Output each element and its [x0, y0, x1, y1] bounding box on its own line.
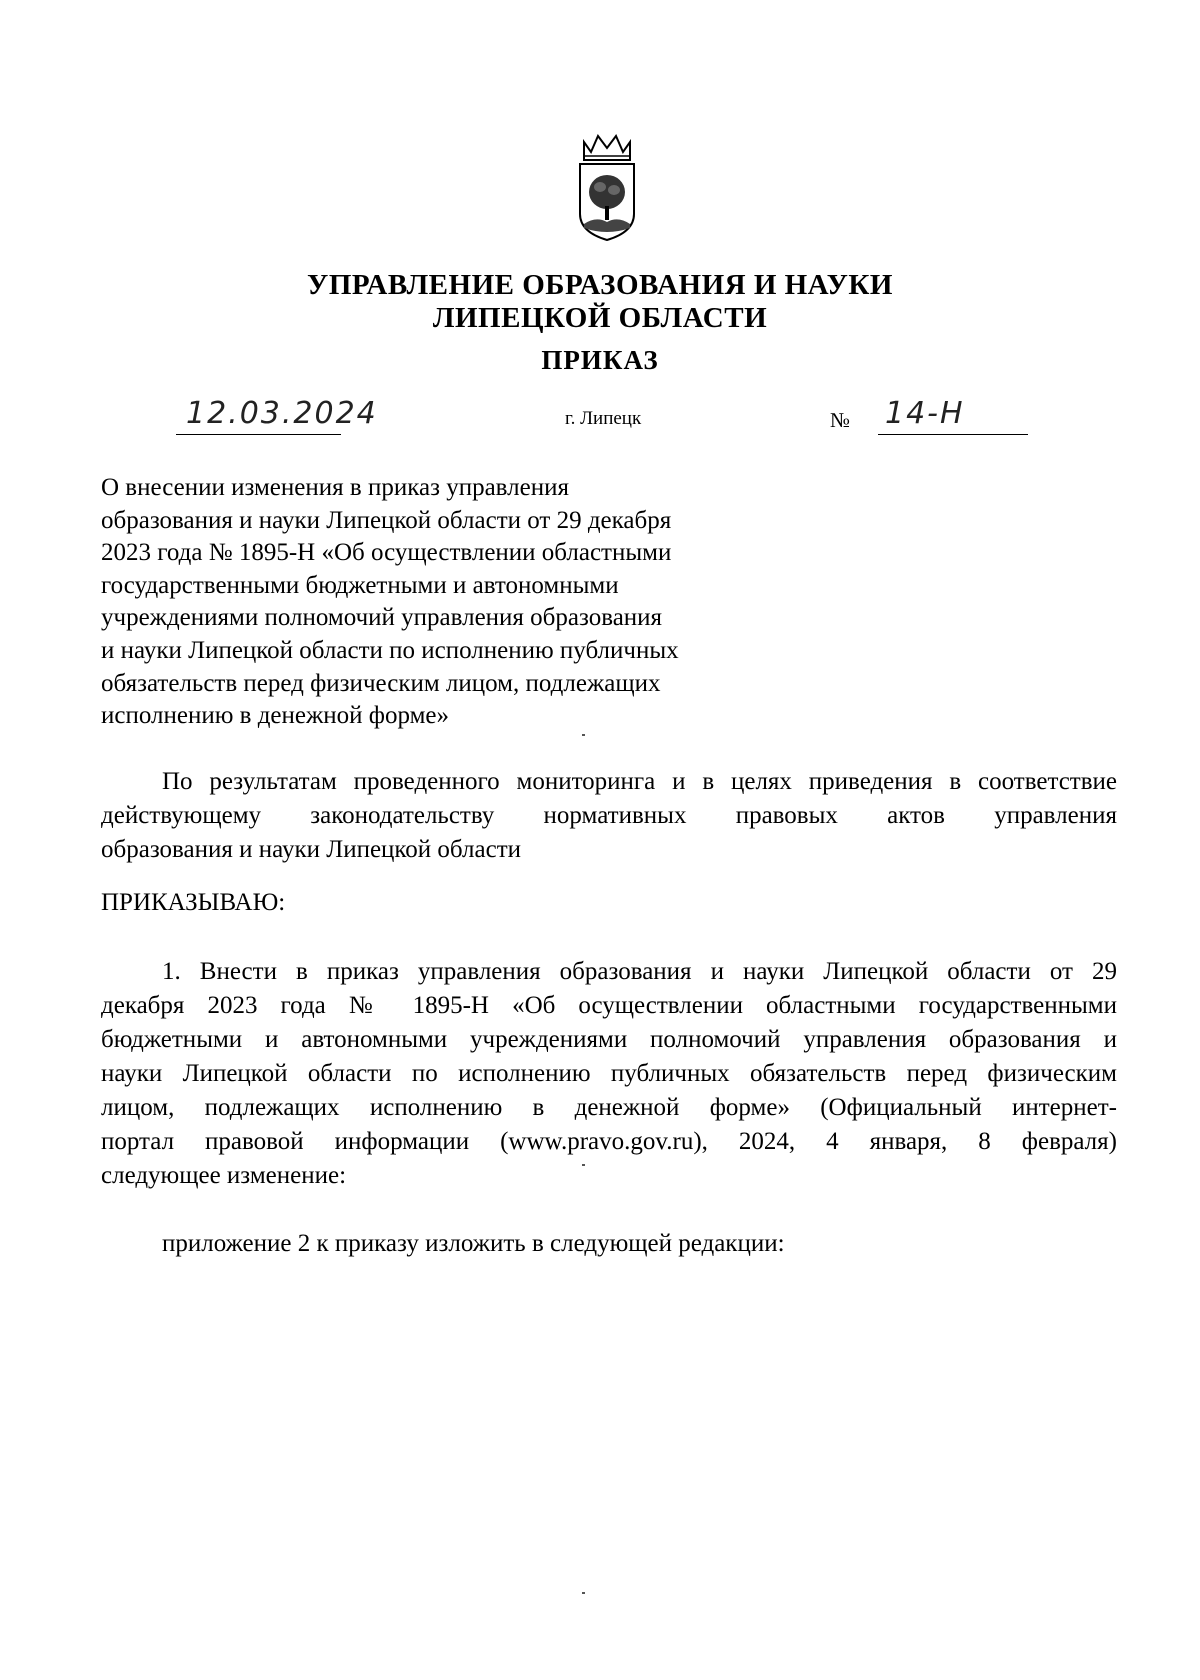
handwritten-number: 14-Н — [885, 396, 965, 431]
order-directive: ПРИКАЗЫВАЮ: — [101, 889, 286, 916]
item-1-line: следующее изменение: — [101, 1162, 347, 1189]
item-1-line: декабря 2023 года № 1895-Н «Об осуществлении областными государственными — [101, 992, 1117, 1019]
preamble-line: образования и науки Липецкой области — [101, 836, 521, 863]
document-city: г. Липецк — [565, 408, 642, 429]
subject-line: и науки Липецкой области по исполнению публичных — [101, 636, 679, 664]
date-underline — [176, 434, 341, 435]
scan-speck — [582, 1164, 585, 1166]
organization-name-line1: УПРАВЛЕНИЕ ОБРАЗОВАНИЯ И НАУКИ — [307, 269, 893, 301]
item-1-line: лицом, подлежащих исполнению в денежной форме» (Официальный интернет- — [101, 1094, 1117, 1121]
lipetsk-coat-of-arms-icon — [574, 132, 640, 244]
organization-name-line2: ЛИПЕЦКОЙ ОБЛАСТИ — [432, 302, 768, 334]
handwritten-date: 12.03.2024 — [186, 396, 378, 431]
item-1-line: портал правовой информации (www.pravo.gov.ru), 2024, 4 января, 8 февраля) — [101, 1128, 1117, 1155]
scan-speck — [582, 734, 585, 736]
item-1-line: науки Липецкой области по исполнению публичных обязательств перед физическим — [101, 1060, 1117, 1087]
item-1-line: бюджетными и автономными учреждениями полномочий управления образования и — [101, 1026, 1117, 1053]
subject-line: обязательств перед физическим лицом, подлежащих — [101, 669, 661, 697]
subject-line: государственными бюджетными и автономными — [101, 571, 619, 599]
item-1-line: 1. Внести в приказ управления образования и науки Липецкой области от 29 — [162, 958, 1117, 985]
document-number — [830, 396, 1050, 436]
document-type-title: ПРИКАЗ — [541, 345, 659, 375]
preamble-line: По результатам проведенного мониторинга и в целях приведения в соответствие — [162, 768, 1117, 795]
preamble-paragraph — [101, 765, 1117, 867]
number-sign: № — [830, 408, 851, 432]
document-subject — [101, 472, 751, 733]
subject-line: исполнению в денежной форме» — [101, 702, 450, 730]
subject-line: образования и науки Липецкой области от 29 декабря — [101, 506, 672, 534]
number-underline — [878, 434, 1028, 435]
subject-line: 2023 года № 1895-Н «Об осуществлении областными — [101, 539, 672, 567]
document-date — [176, 396, 401, 436]
subject-line: учреждениями полномочий управления образования — [101, 604, 663, 632]
subject-line: О внесении изменения в приказ управления — [101, 474, 569, 501]
item-1-subline: приложение 2 к приказу изложить в следующей редакции: — [162, 1230, 785, 1257]
scan-speck — [582, 1592, 585, 1594]
item-1-paragraph — [101, 955, 1117, 1193]
preamble-line: действующему законодательству нормативных правовых актов управления — [101, 802, 1117, 829]
